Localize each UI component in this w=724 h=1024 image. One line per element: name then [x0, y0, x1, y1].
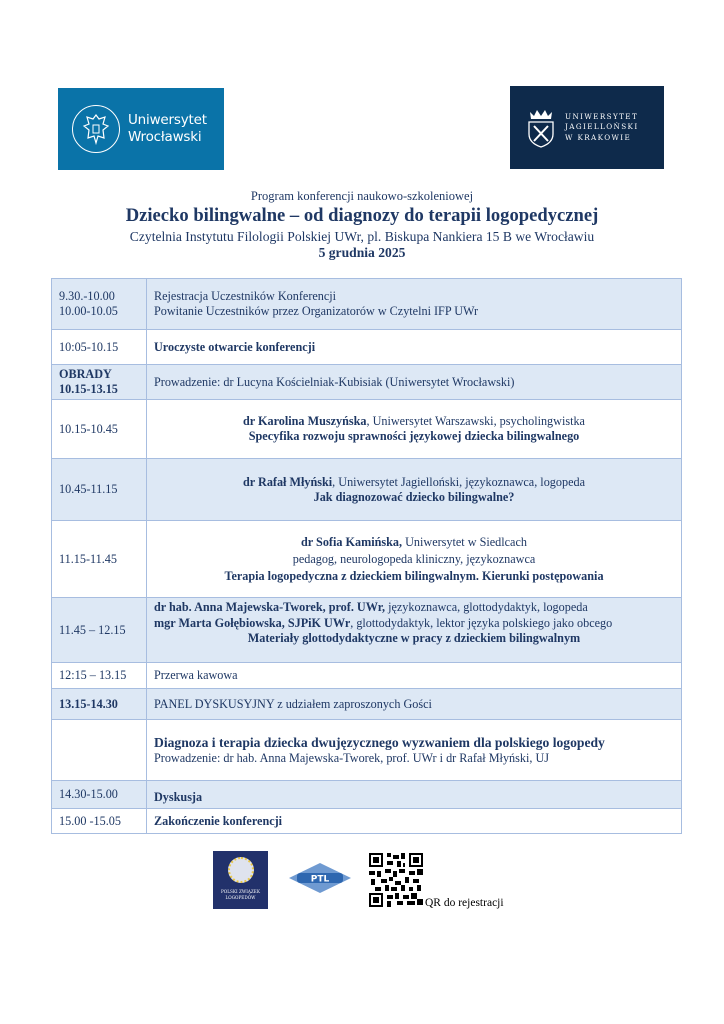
ptl-logo: [289, 863, 351, 893]
speaker-name: dr Karolina Muszyńska: [243, 414, 367, 428]
speaker-roles: pedagog, neurologopeda kliniczny, językoznawca: [292, 551, 536, 566]
talk-title: Materiały glottodydaktyczne w pracy z dzieckiem bilingwalnym: [247, 631, 581, 645]
time-text: 10.00-10.05: [59, 304, 118, 318]
session-cell: PANEL DYSKUSYJNY z udziałem zaproszonych Gości: [147, 689, 682, 720]
time-cell: 13.15-14.30: [52, 689, 147, 720]
session-cell: Dyskusja: [147, 781, 682, 809]
session-cell: [147, 459, 682, 521]
time-cell: [52, 279, 147, 330]
time-cell: 14.30-15.00: [52, 781, 147, 809]
speaker-affiliation: językoznawca, glottodydaktyk, logopeda: [385, 600, 588, 614]
uj-logo-line2: JAGIELLOŃSKI: [565, 122, 639, 132]
program-table: [51, 278, 682, 834]
uj-logo: [510, 86, 664, 169]
session-cell: Uroczyste otwarcie konferencji: [147, 330, 682, 365]
time-text: 9.30.-10.00: [59, 289, 115, 303]
uwr-logo-line2: Wrocławski: [128, 129, 202, 145]
uj-logo-line1: UNIWERSYTET: [565, 111, 639, 121]
conference-date: 5 grudnia 2025: [318, 245, 406, 260]
time-cell: 12:15 – 13.15: [52, 663, 147, 689]
panel-moderators: Prowadzenie: dr hab. Anna Majewska-Tworek, prof. UWr i dr Rafał Młyński, UJ: [154, 750, 549, 765]
speaker-name: dr hab. Anna Majewska-Tworek, prof. UWr,: [154, 600, 386, 614]
time-cell: [52, 365, 147, 400]
time-cell: 11.45 – 12.15: [52, 598, 147, 663]
time-cell: 10:05-10.15: [52, 330, 147, 365]
table-row: [52, 689, 682, 720]
time-cell: 10.15-10.45: [52, 400, 147, 459]
uj-logo-line3: W KRAKOWIE: [565, 132, 632, 142]
pzl-logo-line2: LOGOPEDÓW: [225, 895, 256, 900]
table-row: [52, 459, 682, 521]
pzl-logo-line1: POLSKI ZWIĄZEK: [220, 889, 260, 894]
qr-label: QR do rejestracji: [425, 897, 504, 909]
session-cell: [147, 720, 682, 781]
qr-code-icon[interactable]: [369, 853, 423, 907]
table-row: [52, 279, 682, 330]
session-cell: [147, 521, 682, 598]
speaker-affiliation: , glottodydaktyk, lektor języka polskiego jako obcego: [350, 615, 613, 630]
speaker-name: mgr Marta Gołębiowska, SJPiK UWr: [154, 615, 351, 630]
table-row: [52, 598, 682, 663]
session-text: Powitanie Uczestników przez Organizatorów w Czytelni IFP UWr: [154, 304, 479, 318]
session-cell: Przerwa kawowa: [147, 663, 682, 689]
table-row: [52, 809, 682, 834]
talk-title: Terapia logopedyczna z dzieckiem bilingwalnym. Kierunki postępowania: [224, 568, 604, 583]
speaker-affiliation: Uniwersytet w Siedlcach: [402, 534, 527, 549]
table-row: [52, 720, 682, 781]
eagle-seal-icon: [72, 105, 120, 153]
session-cell: [147, 598, 682, 663]
panel-title: Diagnoza i terapia dziecka dwujęzycznego wyzwaniem dla polskiego logopedy: [154, 734, 605, 750]
table-row: [52, 365, 682, 400]
pzl-logo: [213, 851, 268, 909]
session-cell: Zakończenie konferencji: [147, 809, 682, 834]
speaker-affiliation: , Uniwersytet Warszawski, psycholingwistka: [366, 414, 585, 428]
talk-title: Specyfika rozwoju sprawności językowej dziecka bilingwalnego: [248, 429, 580, 443]
speaker-name: dr Sofia Kamińska,: [301, 534, 403, 549]
session-text: Rejestracja Uczestników Konferencji: [154, 289, 337, 303]
speaker-affiliation: , Uniwersytet Jagielloński, językoznawca, logopeda: [332, 474, 585, 489]
conference-venue: Czytelnia Instytutu Filologii Polskiej UWr, pl. Biskupa Nankiera 15 B we Wrocławiu: [129, 229, 595, 244]
time-cell: 15.00 -15.05: [52, 809, 147, 834]
talk-title: Jak diagnozować dziecko bilingwalne?: [313, 489, 515, 504]
time-cell: [52, 720, 147, 781]
pzl-emblem-icon: [228, 857, 254, 883]
table-row: [52, 781, 682, 809]
session-cell: Prowadzenie: dr Lucyna Kościelniak-Kubisiak (Uniwersytet Wrocławski): [147, 365, 682, 400]
table-row: [52, 521, 682, 598]
table-row: [52, 330, 682, 365]
session-cell: [147, 279, 682, 330]
conference-title: Dziecko bilingwalne – od diagnozy do terapii logopedycznej: [125, 205, 599, 226]
time-text: 10.15-13.15: [59, 382, 118, 396]
table-row: [52, 663, 682, 689]
session-cell: [147, 400, 682, 459]
program-subtitle: Program konferencji naukowo-szkoleniowej: [250, 189, 474, 203]
ptl-logo-text: PTL: [310, 874, 330, 885]
speaker-name: dr Rafał Młyński: [243, 474, 333, 489]
section-label: OBRADY: [59, 367, 112, 381]
uwr-logo: [58, 88, 224, 170]
table-row: [52, 400, 682, 459]
uwr-logo-line1: Uniwersytet: [128, 112, 207, 128]
crown-scepters-icon: [526, 108, 556, 148]
time-cell: 10.45-11.15: [52, 459, 147, 521]
time-cell: 11.15-11.45: [52, 521, 147, 598]
footer-logos: [213, 851, 533, 911]
